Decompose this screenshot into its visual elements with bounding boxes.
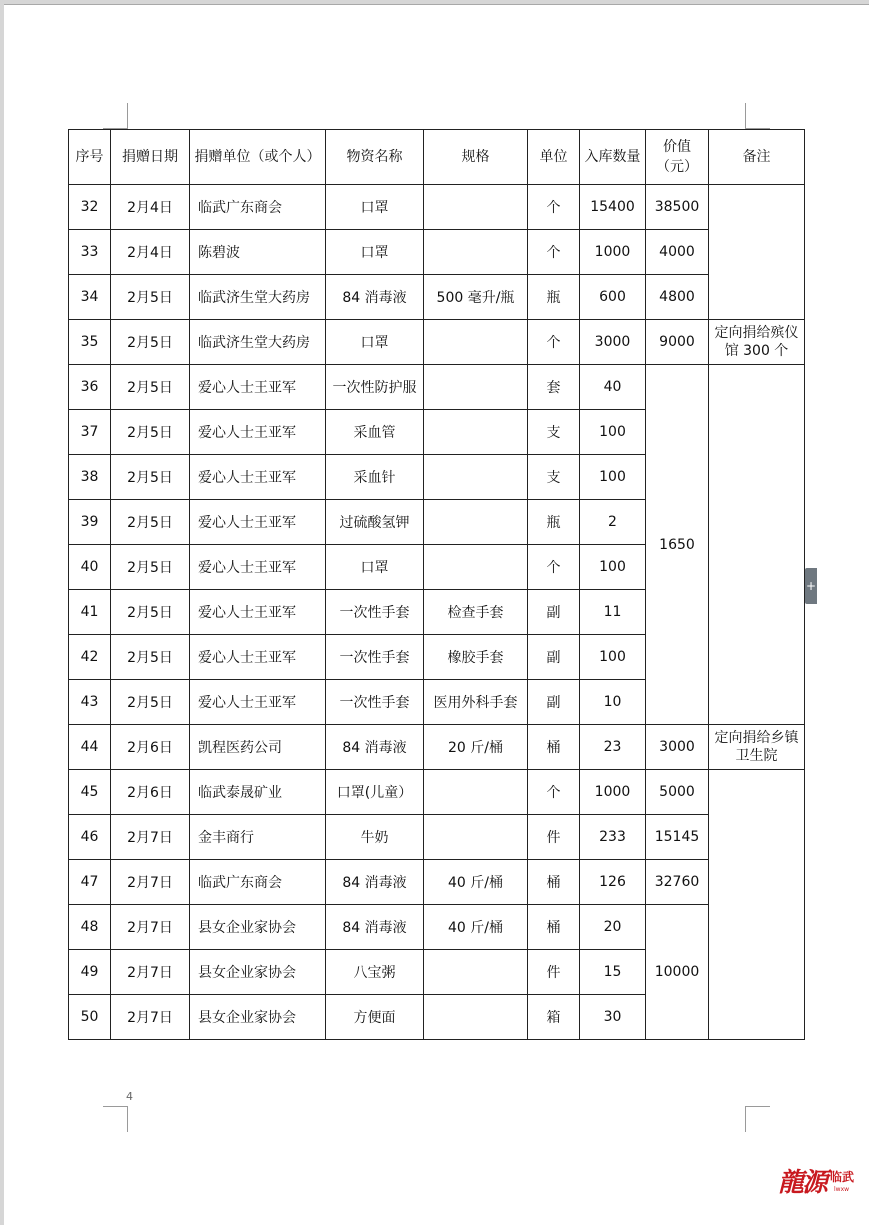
cell-qty: 1000 bbox=[580, 230, 646, 275]
cell-donor: 凯程医药公司 bbox=[190, 725, 326, 770]
cell-date: 2月7日 bbox=[111, 995, 190, 1040]
cell-value: 32760 bbox=[646, 860, 709, 905]
cell-qty: 10 bbox=[580, 680, 646, 725]
cell-unit: 瓶 bbox=[528, 500, 580, 545]
cell-spec bbox=[424, 410, 528, 455]
cell-item: 口罩(儿童） bbox=[326, 770, 424, 815]
cell-qty: 100 bbox=[580, 455, 646, 500]
cell-no: 50 bbox=[69, 995, 111, 1040]
cell-no: 39 bbox=[69, 500, 111, 545]
cell-donor: 爱心人士王亚军 bbox=[190, 680, 326, 725]
cell-date: 2月7日 bbox=[111, 905, 190, 950]
sidebar-expand-tab[interactable] bbox=[805, 568, 817, 604]
cell-item: 一次性手套 bbox=[326, 590, 424, 635]
cell-note-empty bbox=[709, 185, 805, 320]
cell-unit: 桶 bbox=[528, 860, 580, 905]
cell-donor: 县女企业家协会 bbox=[190, 995, 326, 1040]
cell-donor: 临武泰晟矿业 bbox=[190, 770, 326, 815]
cell-note: 定向捐给殡仪馆 300 个 bbox=[709, 320, 805, 365]
logo bbox=[778, 1162, 866, 1202]
cell-item: 84 消毒液 bbox=[326, 275, 424, 320]
cell-unit: 支 bbox=[528, 455, 580, 500]
cell-qty: 15 bbox=[580, 950, 646, 995]
cell-donor: 陈碧波 bbox=[190, 230, 326, 275]
cell-qty: 100 bbox=[580, 410, 646, 455]
table-row bbox=[69, 365, 805, 410]
cell-qty: 2 bbox=[580, 500, 646, 545]
table-row bbox=[69, 860, 805, 905]
cell-spec bbox=[424, 545, 528, 590]
cell-qty: 126 bbox=[580, 860, 646, 905]
cell-spec bbox=[424, 815, 528, 860]
cell-date: 2月7日 bbox=[111, 815, 190, 860]
cell-unit: 个 bbox=[528, 545, 580, 590]
cell-qty: 40 bbox=[580, 365, 646, 410]
cell-no: 41 bbox=[69, 590, 111, 635]
cell-item: 口罩 bbox=[326, 230, 424, 275]
cell-spec bbox=[424, 320, 528, 365]
cell-date: 2月5日 bbox=[111, 410, 190, 455]
cell-donor: 临武广东商会 bbox=[190, 860, 326, 905]
cell-item: 一次性防护服 bbox=[326, 365, 424, 410]
table-row bbox=[69, 770, 805, 815]
table-row bbox=[69, 815, 805, 860]
cell-no: 38 bbox=[69, 455, 111, 500]
cell-date: 2月7日 bbox=[111, 950, 190, 995]
header-spec: 规格 bbox=[424, 130, 528, 185]
cell-unit: 个 bbox=[528, 320, 580, 365]
crop-mark-bottom-right-h bbox=[746, 1106, 770, 1107]
cell-no: 45 bbox=[69, 770, 111, 815]
cell-spec bbox=[424, 455, 528, 500]
logo-script: 龍源 bbox=[778, 1168, 827, 1198]
cell-item: 采血针 bbox=[326, 455, 424, 500]
cell-date: 2月5日 bbox=[111, 635, 190, 680]
cell-date: 2月5日 bbox=[111, 455, 190, 500]
crop-mark-top-right-v bbox=[745, 103, 746, 129]
cell-item: 牛奶 bbox=[326, 815, 424, 860]
cell-donor: 爱心人士王亚军 bbox=[190, 455, 326, 500]
cell-qty: 3000 bbox=[580, 320, 646, 365]
cell-value: 4000 bbox=[646, 230, 709, 275]
cell-qty: 1000 bbox=[580, 770, 646, 815]
cell-unit: 套 bbox=[528, 365, 580, 410]
cell-no: 37 bbox=[69, 410, 111, 455]
cell-qty: 100 bbox=[580, 545, 646, 590]
logo-subtitle: 临武 bbox=[830, 1170, 855, 1184]
cell-spec: 20 斤/桶 bbox=[424, 725, 528, 770]
header-date: 捐赠日期 bbox=[111, 130, 190, 185]
table-header-row bbox=[69, 130, 805, 185]
cell-qty: 20 bbox=[580, 905, 646, 950]
cell-date: 2月5日 bbox=[111, 320, 190, 365]
cell-spec bbox=[424, 365, 528, 410]
cell-donor: 临武广东商会 bbox=[190, 185, 326, 230]
cell-unit: 箱 bbox=[528, 995, 580, 1040]
cell-spec: 40 斤/桶 bbox=[424, 905, 528, 950]
cell-note: 定向捐给乡镇卫生院 bbox=[709, 725, 805, 770]
cell-donor: 临武济生堂大药房 bbox=[190, 275, 326, 320]
cell-item: 口罩 bbox=[326, 545, 424, 590]
cell-unit: 瓶 bbox=[528, 275, 580, 320]
table-row bbox=[69, 230, 805, 275]
cell-value: 5000 bbox=[646, 770, 709, 815]
header-donor: 捐赠单位（或个人） bbox=[190, 130, 326, 185]
cell-value: 4800 bbox=[646, 275, 709, 320]
cell-date: 2月4日 bbox=[111, 230, 190, 275]
cell-unit: 桶 bbox=[528, 905, 580, 950]
cell-value: 10000 bbox=[646, 905, 709, 1040]
cell-unit: 件 bbox=[528, 950, 580, 995]
cell-value: 1650 bbox=[646, 365, 709, 725]
cell-item: 过硫酸氢钾 bbox=[326, 500, 424, 545]
header-item: 物资名称 bbox=[326, 130, 424, 185]
cell-item: 84 消毒液 bbox=[326, 725, 424, 770]
cell-no: 47 bbox=[69, 860, 111, 905]
cell-no: 40 bbox=[69, 545, 111, 590]
cell-spec: 检查手套 bbox=[424, 590, 528, 635]
cell-qty: 23 bbox=[580, 725, 646, 770]
cell-donor: 县女企业家协会 bbox=[190, 905, 326, 950]
cell-qty: 600 bbox=[580, 275, 646, 320]
cell-qty: 100 bbox=[580, 635, 646, 680]
cell-value: 38500 bbox=[646, 185, 709, 230]
cell-spec bbox=[424, 770, 528, 815]
cell-spec bbox=[424, 995, 528, 1040]
crop-mark-bottom-left-v bbox=[127, 1106, 128, 1132]
cell-value: 15145 bbox=[646, 815, 709, 860]
cell-date: 2月5日 bbox=[111, 275, 190, 320]
cell-date: 2月6日 bbox=[111, 725, 190, 770]
cell-donor: 爱心人士王亚军 bbox=[190, 590, 326, 635]
cell-spec: 橡胶手套 bbox=[424, 635, 528, 680]
header-no: 序号 bbox=[69, 130, 111, 185]
cell-no: 32 bbox=[69, 185, 111, 230]
donation-table bbox=[68, 129, 805, 1040]
cell-no: 35 bbox=[69, 320, 111, 365]
plus-icon: + bbox=[805, 579, 817, 593]
header-value: 价值（元） bbox=[646, 130, 709, 185]
cell-no: 42 bbox=[69, 635, 111, 680]
page-top-edge bbox=[4, 4, 869, 5]
cell-spec: 医用外科手套 bbox=[424, 680, 528, 725]
header-unit: 单位 bbox=[528, 130, 580, 185]
cell-spec bbox=[424, 500, 528, 545]
cell-no: 43 bbox=[69, 680, 111, 725]
cell-donor: 爱心人士王亚军 bbox=[190, 365, 326, 410]
cell-item: 84 消毒液 bbox=[326, 905, 424, 950]
cell-date: 2月5日 bbox=[111, 365, 190, 410]
cell-note-empty bbox=[709, 365, 805, 725]
cell-unit: 副 bbox=[528, 635, 580, 680]
table-row bbox=[69, 185, 805, 230]
crop-mark-top-left-v bbox=[127, 103, 128, 129]
cell-qty: 30 bbox=[580, 995, 646, 1040]
cell-donor: 爱心人士王亚军 bbox=[190, 635, 326, 680]
logo-small-print: lwxw bbox=[834, 1186, 850, 1193]
header-note: 备注 bbox=[709, 130, 805, 185]
cell-unit: 件 bbox=[528, 815, 580, 860]
cell-no: 34 bbox=[69, 275, 111, 320]
cell-value: 9000 bbox=[646, 320, 709, 365]
header-qty: 入库数量 bbox=[580, 130, 646, 185]
cell-spec bbox=[424, 185, 528, 230]
cell-spec: 500 毫升/瓶 bbox=[424, 275, 528, 320]
cell-donor: 金丰商行 bbox=[190, 815, 326, 860]
cell-date: 2月6日 bbox=[111, 770, 190, 815]
cell-no: 48 bbox=[69, 905, 111, 950]
cell-donor: 爱心人士王亚军 bbox=[190, 410, 326, 455]
cell-date: 2月5日 bbox=[111, 500, 190, 545]
cell-no: 36 bbox=[69, 365, 111, 410]
cell-date: 2月5日 bbox=[111, 545, 190, 590]
cell-qty: 233 bbox=[580, 815, 646, 860]
cell-spec: 40 斤/桶 bbox=[424, 860, 528, 905]
cell-date: 2月5日 bbox=[111, 680, 190, 725]
cell-item: 一次性手套 bbox=[326, 680, 424, 725]
cell-unit: 个 bbox=[528, 185, 580, 230]
table-row bbox=[69, 275, 805, 320]
page-number: 4 bbox=[126, 1090, 133, 1103]
cell-donor: 县女企业家协会 bbox=[190, 950, 326, 995]
cell-unit: 个 bbox=[528, 770, 580, 815]
cell-date: 2月5日 bbox=[111, 590, 190, 635]
cell-item: 采血管 bbox=[326, 410, 424, 455]
crop-mark-bottom-left-h bbox=[103, 1106, 127, 1107]
cell-spec bbox=[424, 950, 528, 995]
cell-note-empty bbox=[709, 770, 805, 1040]
cell-item: 一次性手套 bbox=[326, 635, 424, 680]
cell-unit: 副 bbox=[528, 590, 580, 635]
cell-item: 口罩 bbox=[326, 320, 424, 365]
crop-mark-bottom-right-v bbox=[745, 1106, 746, 1132]
cell-unit: 支 bbox=[528, 410, 580, 455]
cell-value: 3000 bbox=[646, 725, 709, 770]
cell-date: 2月7日 bbox=[111, 860, 190, 905]
cell-no: 44 bbox=[69, 725, 111, 770]
cell-item: 八宝粥 bbox=[326, 950, 424, 995]
cell-unit: 副 bbox=[528, 680, 580, 725]
table-row bbox=[69, 725, 805, 770]
table-row bbox=[69, 320, 805, 365]
cell-item: 84 消毒液 bbox=[326, 860, 424, 905]
cell-donor: 临武济生堂大药房 bbox=[190, 320, 326, 365]
cell-qty: 15400 bbox=[580, 185, 646, 230]
cell-no: 49 bbox=[69, 950, 111, 995]
cell-no: 46 bbox=[69, 815, 111, 860]
cell-unit: 个 bbox=[528, 230, 580, 275]
table-row bbox=[69, 905, 805, 950]
window-left-border bbox=[0, 0, 4, 1225]
cell-spec bbox=[424, 230, 528, 275]
cell-date: 2月4日 bbox=[111, 185, 190, 230]
cell-item: 方便面 bbox=[326, 995, 424, 1040]
cell-no: 33 bbox=[69, 230, 111, 275]
cell-item: 口罩 bbox=[326, 185, 424, 230]
cell-donor: 爱心人士王亚军 bbox=[190, 545, 326, 590]
cell-donor: 爱心人士王亚军 bbox=[190, 500, 326, 545]
cell-qty: 11 bbox=[580, 590, 646, 635]
cell-unit: 桶 bbox=[528, 725, 580, 770]
